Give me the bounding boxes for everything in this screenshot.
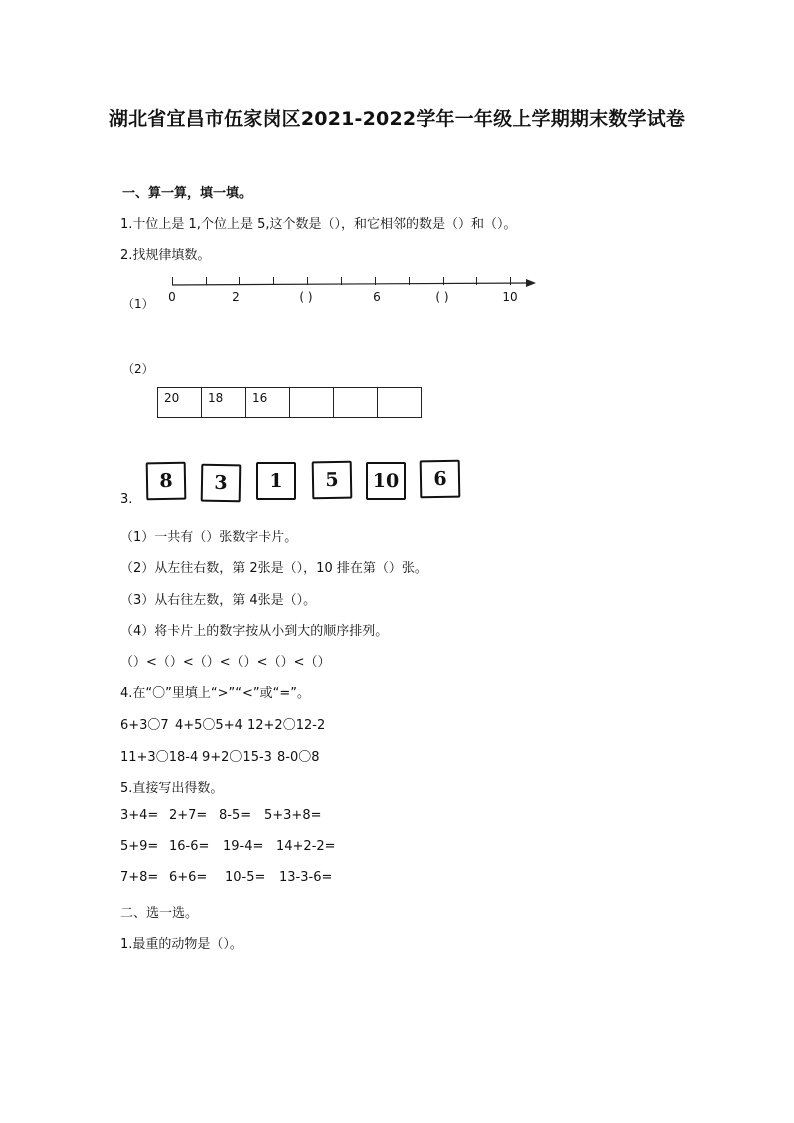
arithmetic-item: 3+4= (120, 808, 159, 823)
number-line-label: 6 (373, 290, 381, 304)
compare-item: 12+2〇12-2 (247, 718, 326, 733)
number-line-blank: ( ) (435, 290, 449, 304)
tick (375, 277, 376, 285)
number-card: 8 (146, 462, 187, 501)
tick (443, 277, 444, 285)
question-3-label: 3. (120, 492, 133, 507)
compare-item: 6+3〇7 (120, 718, 169, 733)
number-line-label: 2 (232, 290, 240, 304)
number-line-label: 10 (502, 290, 518, 304)
question-5-label: 5.直接写出得数。 (120, 781, 224, 796)
arithmetic-row (120, 808, 322, 823)
section-2-heading: 二、选一选。 (120, 906, 199, 921)
compare-item: 8-0〇8 (277, 750, 320, 765)
tick (239, 277, 240, 285)
order-blanks: （）<（）<（）<（）<（）<（） (120, 655, 331, 670)
compare-row (120, 746, 320, 765)
part-2-label: （2） (122, 362, 154, 376)
compare-row (120, 714, 325, 733)
compare-item: 9+2〇15-3 (202, 750, 272, 765)
number-card: 1 (256, 462, 296, 500)
question-3-sub-1: （1）一共有（）张数字卡片。 (120, 530, 298, 545)
page-title: 湖北省宜昌市伍家岗区2021-2022学年一年级上学期期末数学试卷 (108, 108, 686, 130)
sequence-cell[interactable] (334, 388, 378, 418)
arithmetic-item: 7+8= (120, 870, 159, 885)
sequence-cell[interactable] (378, 388, 422, 418)
sequence-cell[interactable] (290, 388, 334, 418)
number-card: 6 (420, 460, 461, 499)
number-line-axis (170, 274, 540, 290)
arithmetic-row (120, 870, 332, 885)
tick (273, 277, 274, 285)
question-1: 1.十位上是 1,个位上是 5,这个数是（），和它相邻的数是（）和（）。 (120, 217, 517, 232)
arithmetic-item: 19-4= (223, 839, 264, 854)
number-line-blank: ( ) (299, 290, 313, 304)
tick (206, 277, 207, 285)
compare-item: 11+3〇18-4 (120, 750, 199, 765)
question-3-sub-3: （3）从右往左数，第 4张是（）。 (120, 593, 317, 608)
arithmetic-item: 13-3-6= (279, 870, 333, 885)
question-3-sub-2: （2）从左往右数，第 2张是（），10 排在第（）张。 (120, 561, 428, 576)
arithmetic-row (120, 839, 336, 854)
part-1-label: （1） (122, 297, 154, 311)
number-line-label: 0 (168, 290, 176, 304)
number-card: 3 (201, 464, 242, 503)
question-3-sub-4: （4）将卡片上的数字按从小到大的顺序排列。 (120, 624, 389, 639)
arithmetic-item: 16-6= (169, 839, 210, 854)
question-2-label: 2.找规律填数。 (120, 248, 211, 263)
arithmetic-item: 5+3+8= (264, 808, 322, 823)
tick (172, 277, 173, 285)
compare-item: 4+5〇5+4 (175, 718, 243, 733)
tick (341, 277, 342, 285)
tick (409, 277, 410, 285)
arithmetic-item: 6+6= (169, 870, 208, 885)
arithmetic-item: 10-5= (225, 870, 266, 885)
arithmetic-item: 2+7= (169, 808, 208, 823)
arithmetic-item: 8-5= (219, 808, 252, 823)
arithmetic-item: 14+2-2= (276, 839, 336, 854)
sequence-table (157, 387, 422, 418)
section-2-question-1: 1.最重的动物是（）。 (120, 937, 243, 952)
tick (510, 277, 511, 285)
tick (476, 277, 477, 285)
sequence-cell: 16 (246, 388, 290, 418)
section-1-heading: 一、算一算，填一填。 (122, 186, 253, 201)
arithmetic-item: 5+9= (120, 839, 159, 854)
sequence-cell: 18 (202, 388, 246, 418)
question-4-label: 4.在“〇”里填上“>”“<”或“=”。 (120, 686, 310, 701)
number-card: 5 (312, 461, 353, 500)
sequence-cell: 20 (158, 388, 202, 418)
tick (307, 277, 308, 285)
number-card: 10 (366, 462, 406, 500)
